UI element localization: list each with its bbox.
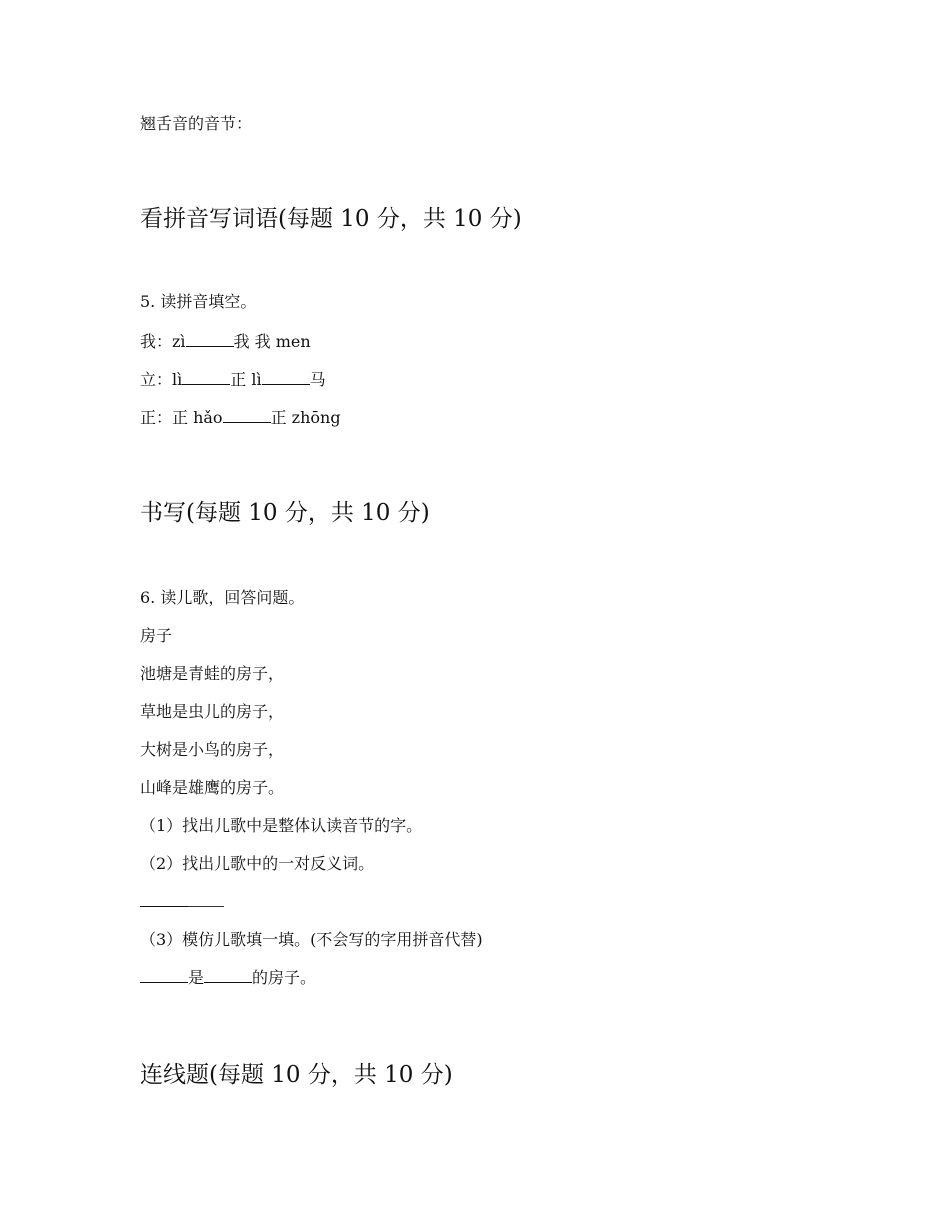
question-5-row-3	[140, 408, 341, 428]
dash-separator	[188, 898, 224, 907]
question-5-row-2	[140, 370, 326, 390]
section-heading-matching: 连线题(每题 10 分，共 10 分)	[140, 1062, 453, 1088]
row-3-prefix: 正：正 hǎo	[140, 408, 223, 427]
imitation-fill-row	[140, 968, 316, 988]
fill-middle: 是	[188, 968, 205, 987]
answer-blank[interactable]	[186, 332, 234, 347]
poem-line: 草地是虫儿的房子，	[140, 702, 285, 721]
row-1-suffix: 我 我 men	[233, 332, 311, 351]
row-2-prefix: 立：lì	[140, 370, 183, 389]
question-5-prompt: 5. 读拼音填空。	[140, 292, 257, 311]
sub-question-2: （2）找出儿歌中的一对反义词。	[140, 854, 375, 873]
row-2-middle: 正 lì	[230, 370, 262, 389]
question-5-row-1	[140, 332, 311, 352]
sub-question-3: （3）模仿儿歌填一填。(不会写的字用拼音代替)	[140, 930, 483, 949]
fill-suffix: 的房子。	[252, 968, 317, 987]
poem-line: 山峰是雄鹰的房子。	[140, 778, 285, 797]
answer-blank[interactable]	[204, 968, 252, 983]
section-heading-writing: 书写(每题 10 分，共 10 分)	[140, 500, 430, 526]
sub-question-1: （1）找出儿歌中是整体认读音节的字。	[140, 816, 423, 835]
poem-line: 池塘是青蛙的房子，	[140, 664, 285, 683]
question-6-prompt: 6. 读儿歌，回答问题。	[140, 588, 305, 607]
row-2-suffix: 马	[309, 370, 326, 389]
section-heading-pinyin-words: 看拼音写词语(每题 10 分，共 10 分)	[140, 206, 522, 232]
answer-blank[interactable]	[182, 370, 230, 385]
poem-line: 大树是小鸟的房子，	[140, 740, 285, 759]
answer-blank[interactable]	[262, 370, 310, 385]
retroflex-syllable-label: 翘舌音的音节：	[140, 114, 253, 133]
antonym-answer-row	[140, 892, 224, 912]
answer-blank[interactable]	[223, 408, 271, 423]
poem-title: 房子	[140, 626, 173, 645]
row-1-prefix: 我：zì	[140, 332, 186, 351]
answer-blank[interactable]	[140, 968, 188, 983]
answer-blank[interactable]	[140, 892, 188, 907]
row-3-suffix: 正 zhōng	[270, 408, 341, 427]
